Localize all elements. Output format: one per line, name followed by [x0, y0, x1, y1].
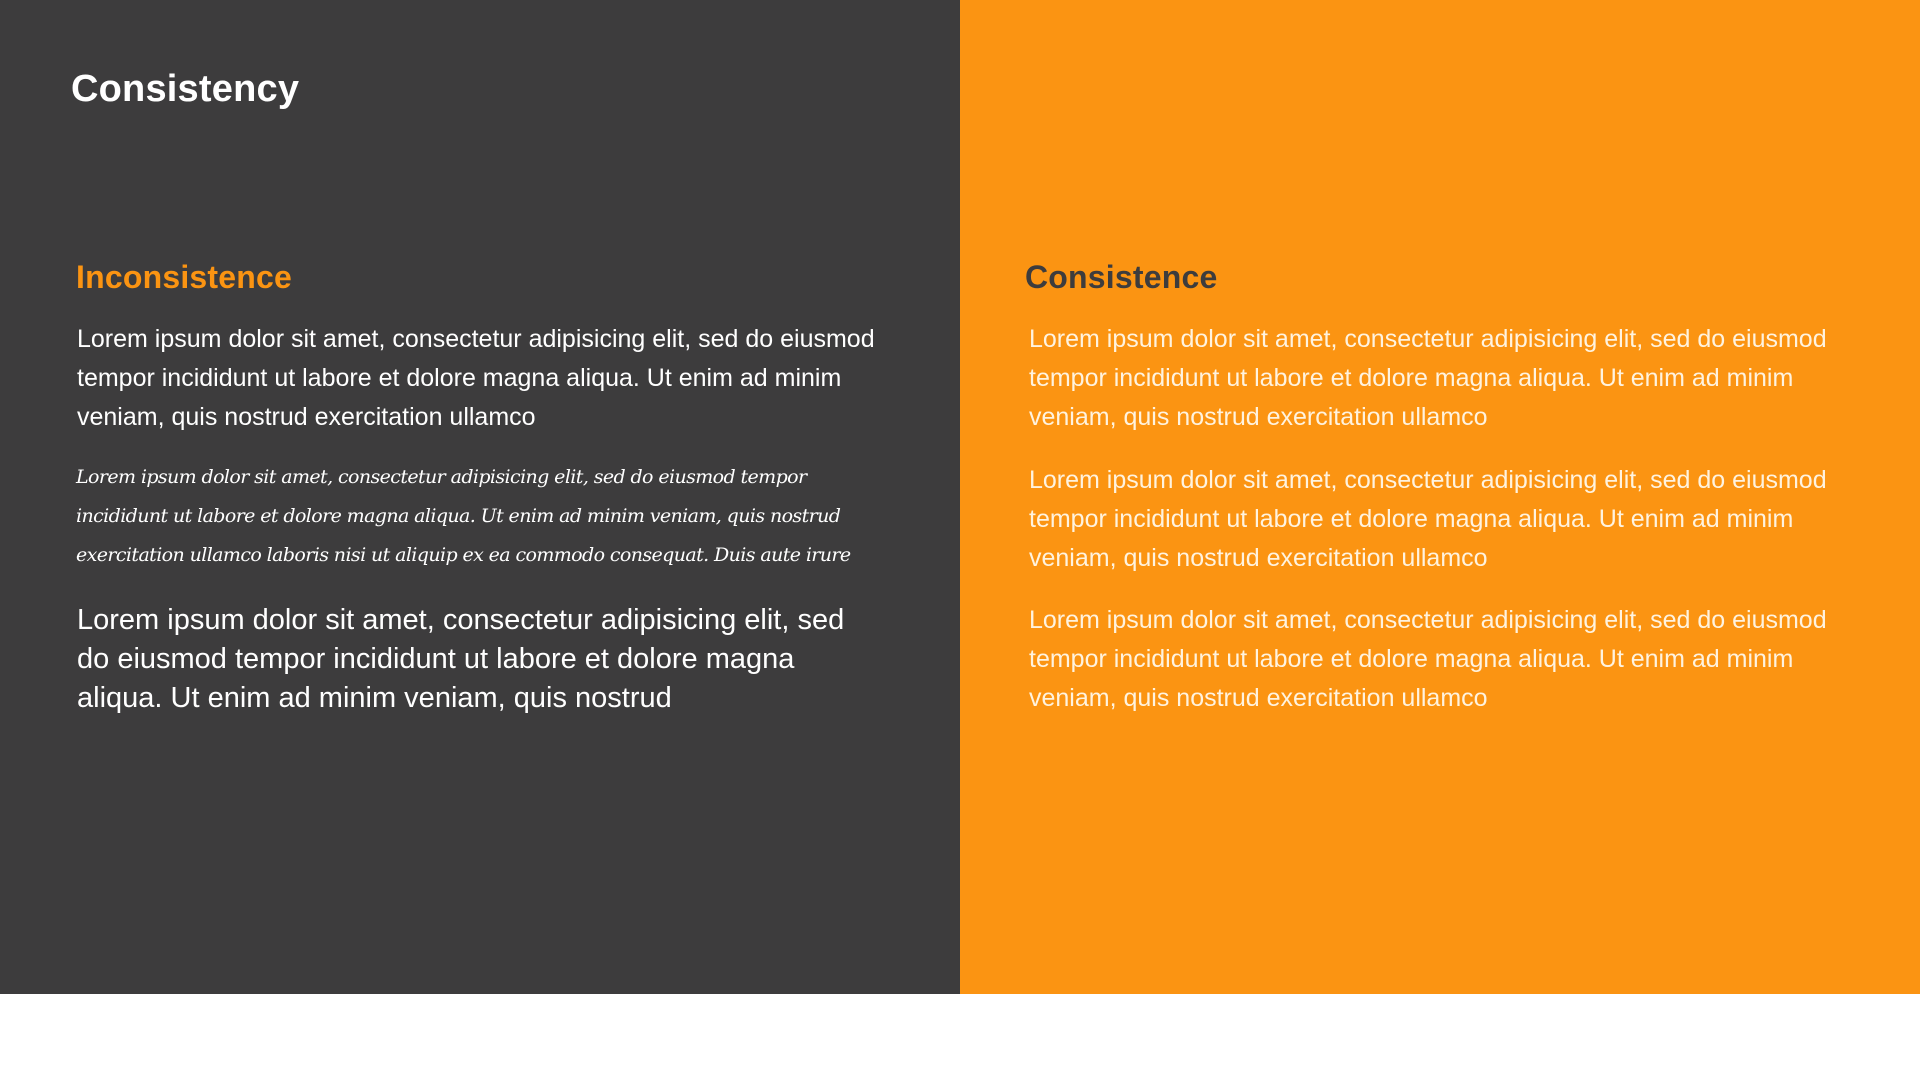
left-paragraph-1: Lorem ipsum dolor sit amet, consectetur adipisicing elit, sed do eiusmod tempor incididunt ut labore et dolore magna aliqua. Ut enim ad minim veniam, quis nostrud exercitation ullamco	[77, 325, 875, 431]
inconsistence-heading: Inconsistence	[76, 259, 293, 295]
left-paragraph-3: Lorem ipsum dolor sit amet, consectetur adipisicing elit, sed do eiusmod tempor incididunt ut labore et dolore magna aliqua. Ut enim ad minim veniam, quis nostrud	[77, 604, 845, 714]
slide-title: Consistency	[71, 68, 300, 110]
right-paragraph-2: Lorem ipsum dolor sit amet, consectetur adipisicing elit, sed do eiusmod tempor incididunt ut labore et dolore magna aliqua. Ut enim ad minim veniam, quis nostrud exercitation ullamco	[1029, 466, 1827, 572]
right-paragraph-1: Lorem ipsum dolor sit amet, consectetur adipisicing elit, sed do eiusmod tempor incididunt ut labore et dolore magna aliqua. Ut enim ad minim veniam, quis nostrud exercitation ullamco	[1029, 325, 1827, 431]
script-line: exercitation ullamco laboris nisi ut aliquip ex ea commodo consequat. Duis aute irure	[76, 544, 851, 566]
script-line: Lorem ipsum dolor sit amet, consectetur adipisicing elit, sed do eiusmod tempor	[76, 466, 807, 488]
left-script-paragraph	[76, 458, 896, 575]
right-paragraph-3: Lorem ipsum dolor sit amet, consectetur adipisicing elit, sed do eiusmod tempor incididunt ut labore et dolore magna aliqua. Ut enim ad minim veniam, quis nostrud exercitation ullamco	[1029, 606, 1827, 712]
consistence-heading: Consistence	[1025, 259, 1218, 295]
script-line: incididunt ut labore et dolore magna aliqua. Ut enim ad minim veniam, quis nostrud	[76, 505, 841, 527]
